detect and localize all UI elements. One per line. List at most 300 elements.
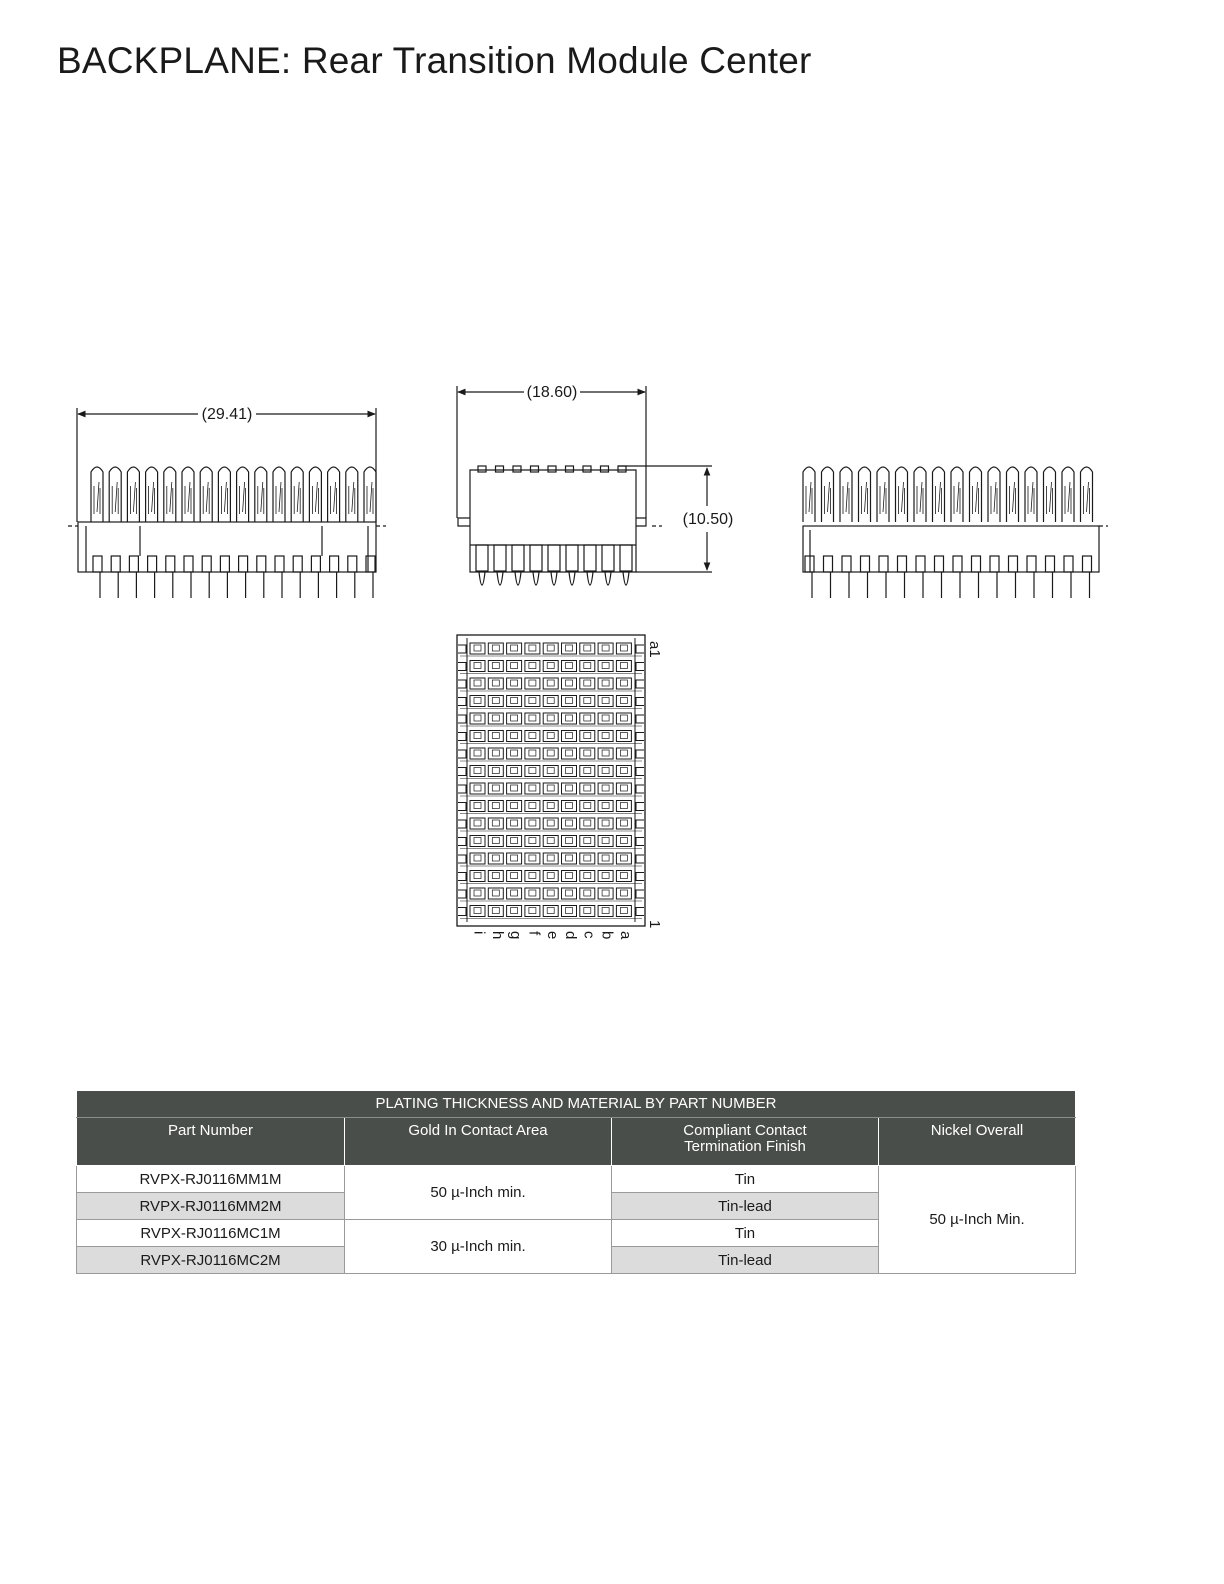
pin-cell-inner [584, 750, 591, 756]
pin-shoulder [239, 556, 248, 572]
left-latch [458, 750, 466, 758]
left-latch [458, 698, 466, 706]
pin-cell-inner [620, 750, 627, 756]
pin-cell-inner [529, 873, 536, 879]
pin-shoulder [1083, 556, 1092, 572]
front-view [457, 386, 712, 585]
contact-tip [551, 572, 557, 585]
pin-shoulder [1046, 556, 1055, 572]
pin-cell-inner [584, 890, 591, 896]
top-bump [548, 466, 556, 472]
top-bump [478, 466, 486, 472]
pin-cell-inner [547, 908, 554, 914]
contact-slot [584, 545, 596, 571]
row-label: d [562, 931, 580, 940]
pin-cell-inner [474, 820, 481, 826]
pin-label-a1: a1 [646, 641, 663, 658]
pin-cell-inner [547, 838, 554, 844]
right-latch [636, 733, 644, 741]
right-latch [636, 873, 644, 881]
left-latch [458, 733, 466, 741]
row-label: a [617, 931, 634, 940]
contact-tower [200, 467, 212, 522]
contact-spring [843, 482, 849, 514]
contact-tower [840, 467, 852, 522]
contact-spring [349, 482, 355, 514]
right-latch [636, 663, 644, 671]
contact-tower [803, 467, 815, 522]
pin-cell-inner [620, 873, 627, 879]
pin-cell-inner [511, 715, 518, 721]
contact-tower [970, 467, 982, 522]
right-latch [636, 785, 644, 793]
contact-spring [331, 482, 337, 514]
contact-spring [862, 482, 868, 514]
pin-cell-inner [511, 908, 518, 914]
pin-cell-inner [474, 908, 481, 914]
pin-cell-inner [602, 820, 609, 826]
pin-shoulder [202, 556, 211, 572]
pin-cell-inner [620, 820, 627, 826]
pin-cell-inner [620, 855, 627, 861]
pin-cell-inner [584, 663, 591, 669]
header-gold: Gold In Contact Area [345, 1118, 612, 1166]
pin-shoulder [111, 556, 120, 572]
pin-cell-inner [511, 803, 518, 809]
contact-tower [127, 467, 139, 522]
right-latch [636, 698, 644, 706]
contact-tower [309, 467, 321, 522]
pin-cell-inner [584, 768, 591, 774]
left-latch [458, 785, 466, 793]
pin-shoulder [257, 556, 266, 572]
finish-cell: Tin [612, 1220, 879, 1247]
pin-cell-inner [529, 820, 536, 826]
pin-cell-inner [511, 698, 518, 704]
pin-cell-inner [620, 768, 627, 774]
pin-cell-inner [492, 855, 499, 861]
pin-cell-inner [474, 698, 481, 704]
pin-cell-inner [602, 908, 609, 914]
pin-cell-inner [529, 803, 536, 809]
left-latch [458, 715, 466, 723]
contact-slot [620, 545, 632, 571]
left-latch [458, 820, 466, 828]
contact-spring [954, 482, 960, 514]
contact-tower [933, 467, 945, 522]
pin-shoulder [129, 556, 138, 572]
pin-cell-inner [584, 680, 591, 686]
right-latch [636, 838, 644, 846]
pin-cell-inner [492, 768, 499, 774]
pin-shoulder [842, 556, 851, 572]
row-label: b [598, 931, 616, 940]
pin-cell-inner [620, 645, 627, 651]
contact-spring [936, 482, 942, 514]
pin-cell-inner [602, 873, 609, 879]
pin-shoulder [824, 556, 833, 572]
pin-cell-inner [474, 873, 481, 879]
pin-cell-inner [529, 908, 536, 914]
header-nickel: Nickel Overall [879, 1118, 1076, 1166]
pin-cell-inner [529, 785, 536, 791]
contact-tower [914, 467, 926, 522]
pin-cell-inner [529, 890, 536, 896]
contact-slot [602, 545, 614, 571]
pin-cell-inner [584, 698, 591, 704]
pin-cell-inner [602, 803, 609, 809]
contact-spring [203, 482, 209, 514]
contact-spring [825, 482, 831, 514]
pin-cell-inner [620, 890, 627, 896]
pin-cell-inner [566, 838, 573, 844]
contact-slot [530, 545, 542, 571]
contact-spring [221, 482, 227, 514]
header-finish-line2: Termination Finish [684, 1138, 806, 1155]
pin-cell-inner [492, 645, 499, 651]
pin-cell-inner [566, 768, 573, 774]
part-number-cell: RVPX-RJ0116MC2M [77, 1247, 345, 1274]
pin-cell-inner [620, 680, 627, 686]
right-latch [636, 803, 644, 811]
header-finish-line1: Compliant Contact [683, 1122, 807, 1139]
contact-tip [569, 572, 575, 585]
pin-cell-inner [547, 680, 554, 686]
contact-spring [258, 482, 264, 514]
pin-cell-inner [566, 873, 573, 879]
right-latch [636, 908, 644, 916]
pin-cell-inner [474, 715, 481, 721]
row-label: c [580, 931, 598, 939]
left-latch [458, 873, 466, 881]
pin-cell-inner [492, 820, 499, 826]
pin-cell-inner [492, 750, 499, 756]
finish-cell: Tin-lead [612, 1193, 879, 1220]
contact-tower [218, 467, 230, 522]
pin-cell-inner [566, 715, 573, 721]
pin-cell-inner [492, 908, 499, 914]
pin-cell-inner [602, 645, 609, 651]
part-number-cell: RVPX-RJ0116MM2M [77, 1193, 345, 1220]
pin-cell-inner [511, 645, 518, 651]
left-latch [458, 768, 466, 776]
pin-cell-inner [474, 733, 481, 739]
pin-cell-inner [602, 715, 609, 721]
contact-tower [182, 467, 194, 522]
pin-cell-inner [529, 855, 536, 861]
pin-cell-inner [474, 680, 481, 686]
finish-cell: Tin [612, 1166, 879, 1193]
contact-slot [548, 545, 560, 571]
pin-cell-inner [492, 715, 499, 721]
pin-cell-inner [511, 733, 518, 739]
pin-cell-inner [566, 785, 573, 791]
contact-tower [91, 467, 103, 522]
pin-cell-inner [547, 803, 554, 809]
part-number-cell: RVPX-RJ0116MC1M [77, 1220, 345, 1247]
right-latch [636, 768, 644, 776]
contact-tower [896, 467, 908, 522]
pin-cell-inner [547, 750, 554, 756]
contact-tower [1007, 467, 1019, 522]
pin-cell-inner [492, 890, 499, 896]
row-letter-labels [471, 931, 634, 940]
right-latch [636, 820, 644, 828]
pin-shoulder [330, 556, 339, 572]
pin-shoulder [879, 556, 888, 572]
contact-tower [822, 467, 834, 522]
pin-cell-inner [547, 733, 554, 739]
right-latch [636, 750, 644, 758]
top-bump [583, 466, 591, 472]
pin-cell-inner [584, 908, 591, 914]
pin-shoulder [990, 556, 999, 572]
right-latch [636, 680, 644, 688]
contact-spring [1084, 482, 1090, 514]
pin-shoulder [935, 556, 944, 572]
contact-tower [1062, 467, 1074, 522]
pin-cell-inner [547, 873, 554, 879]
pin-shoulder [293, 556, 302, 572]
contact-tower [877, 467, 889, 522]
part-number-cell: RVPX-RJ0116MM1M [77, 1166, 345, 1193]
pin-shoulder [166, 556, 175, 572]
pin-cell-inner [492, 873, 499, 879]
table-row [77, 1166, 1076, 1193]
pin-shoulder [311, 556, 320, 572]
top-bump [601, 466, 609, 472]
pin-cell-inner [584, 820, 591, 826]
contact-spring [149, 482, 155, 514]
left-latch [458, 838, 466, 846]
pin-cell-inner [492, 733, 499, 739]
pin-cell-inner [620, 698, 627, 704]
pin-cell-inner [566, 733, 573, 739]
pin-cell-inner [566, 820, 573, 826]
pin-cell-inner [620, 803, 627, 809]
table-caption: PLATING THICKNESS AND MATERIAL BY PART NUMBER [77, 1091, 1076, 1118]
pin-cell-inner [566, 803, 573, 809]
contact-spring [1028, 482, 1034, 514]
contact-tower [859, 467, 871, 522]
pin-cell-inner [529, 838, 536, 844]
pin-cell-inner [492, 680, 499, 686]
pin-cell-inner [620, 785, 627, 791]
contact-tower [237, 467, 249, 522]
pin-cell-inner [474, 803, 481, 809]
pin-cell-inner [547, 698, 554, 704]
pin-cell-inner [511, 768, 518, 774]
pin-cell-inner [511, 838, 518, 844]
pin-cell-inner [566, 750, 573, 756]
top-bump [531, 466, 539, 472]
footprint-view [457, 635, 645, 926]
pin-cell-inner [602, 750, 609, 756]
side-width-dimension: (29.41) [201, 406, 253, 423]
left-latch [458, 645, 466, 653]
contact-tower [1025, 467, 1037, 522]
row-label: g [507, 931, 525, 940]
contact-slot [476, 545, 488, 571]
header-finish [612, 1118, 879, 1166]
pin-cell-inner [492, 803, 499, 809]
finish-cell: Tin-lead [612, 1247, 879, 1274]
pin-cell-inner [620, 908, 627, 914]
contact-tower [164, 467, 176, 522]
pin-cell-inner [584, 733, 591, 739]
pin-cell-inner [602, 838, 609, 844]
pin-cell-inner [474, 855, 481, 861]
contact-tower [364, 467, 376, 522]
right-latch [636, 890, 644, 898]
page-title: BACKPLANE: Rear Transition Module Center [57, 40, 812, 81]
contact-spring [185, 482, 191, 514]
contact-tower [988, 467, 1000, 522]
right-latch [636, 645, 644, 653]
contact-spring [880, 482, 886, 514]
pin-shoulder [220, 556, 229, 572]
contact-spring [367, 482, 373, 514]
pin-cell-inner [492, 698, 499, 704]
contact-spring [94, 482, 100, 514]
plating-table [76, 1090, 1076, 1274]
contact-spring [240, 482, 246, 514]
pin-cell-inner [511, 820, 518, 826]
left-latch [458, 663, 466, 671]
contact-spring [312, 482, 318, 514]
pin-cell-inner [602, 855, 609, 861]
pin-cell-inner [602, 680, 609, 686]
pin-cell-inner [547, 715, 554, 721]
pin-cell-inner [566, 908, 573, 914]
contact-tower [1081, 467, 1093, 522]
pin-cell-inner [492, 838, 499, 844]
pin-cell-inner [511, 873, 518, 879]
contact-spring [899, 482, 905, 514]
contact-tip [605, 572, 611, 585]
contact-spring [1065, 482, 1071, 514]
pin-cell-inner [474, 785, 481, 791]
left-latch [458, 803, 466, 811]
pin-cell-inner [511, 750, 518, 756]
contact-tower [255, 467, 267, 522]
contact-spring [1010, 482, 1016, 514]
pin-cell-inner [511, 855, 518, 861]
contact-spring [294, 482, 300, 514]
pin-shoulder [972, 556, 981, 572]
contact-tower [328, 467, 340, 522]
contact-tower [109, 467, 121, 522]
nickel-cell: 50 µ-Inch Min. [879, 1166, 1076, 1274]
pin-cell-inner [566, 645, 573, 651]
contact-tower [273, 467, 285, 522]
pin-cell-inner [584, 645, 591, 651]
contact-spring [112, 482, 118, 514]
pin-cell-inner [474, 663, 481, 669]
pin-label-1: 1 [646, 920, 663, 929]
pin-cell-inner [566, 890, 573, 896]
row-label: e [543, 931, 561, 940]
pin-cell-inner [529, 715, 536, 721]
gold-cell: 50 µ-Inch min. [345, 1166, 612, 1220]
pin-cell-inner [511, 785, 518, 791]
right-side-view [803, 467, 1108, 598]
pin-shoulder [348, 556, 357, 572]
left-latch [458, 680, 466, 688]
pin-cell-inner [584, 855, 591, 861]
pin-cell-inner [474, 645, 481, 651]
pin-cell-inner [566, 855, 573, 861]
pin-cell-inner [620, 733, 627, 739]
pin-cell-inner [511, 890, 518, 896]
pin-cell-inner [474, 838, 481, 844]
pin-shoulder [1064, 556, 1073, 572]
contact-tip [515, 572, 521, 585]
contact-tip [587, 572, 593, 585]
contact-tower [1044, 467, 1056, 522]
right-latch [636, 715, 644, 723]
contact-slot [512, 545, 524, 571]
pin-cell-inner [602, 785, 609, 791]
left-side-view [68, 408, 386, 598]
contact-spring [167, 482, 173, 514]
pin-shoulder [953, 556, 962, 572]
left-latch [458, 855, 466, 863]
pin-cell-inner [547, 663, 554, 669]
top-bump [513, 466, 521, 472]
header-part-number: Part Number [77, 1118, 345, 1166]
pin-cell-inner [547, 890, 554, 896]
pin-cell-inner [492, 663, 499, 669]
pin-shoulder [366, 556, 375, 572]
pin-cell-inner [529, 645, 536, 651]
pin-cell-inner [492, 785, 499, 791]
gold-cell: 30 µ-Inch min. [345, 1220, 612, 1274]
pin-cell-inner [602, 890, 609, 896]
contact-slot [494, 545, 506, 571]
contact-tip [623, 572, 629, 585]
pin-shoulder [1027, 556, 1036, 572]
contact-tip [533, 572, 539, 585]
pin-cell-inner [511, 663, 518, 669]
contact-tower [146, 467, 158, 522]
front-height-dimension: (10.50) [682, 511, 734, 528]
pin-cell-inner [566, 680, 573, 686]
pin-cell-inner [547, 785, 554, 791]
pin-cell-inner [602, 663, 609, 669]
pin-cell-inner [529, 733, 536, 739]
pin-cell-inner [547, 820, 554, 826]
pin-cell-inner [529, 680, 536, 686]
pin-cell-inner [584, 785, 591, 791]
pin-cell-inner [584, 873, 591, 879]
contact-slot [566, 545, 578, 571]
contact-tip [497, 572, 503, 585]
contact-spring [806, 482, 812, 514]
contact-spring [130, 482, 136, 514]
pin-cell-inner [547, 855, 554, 861]
pin-cell-inner [529, 768, 536, 774]
left-latch [458, 890, 466, 898]
pin-cell-inner [584, 838, 591, 844]
top-bump [618, 466, 626, 472]
pin-cell-inner [529, 750, 536, 756]
left-latch [458, 908, 466, 916]
contact-spring [917, 482, 923, 514]
pin-shoulder [898, 556, 907, 572]
pin-cell-inner [529, 663, 536, 669]
pin-cell-inner [620, 838, 627, 844]
